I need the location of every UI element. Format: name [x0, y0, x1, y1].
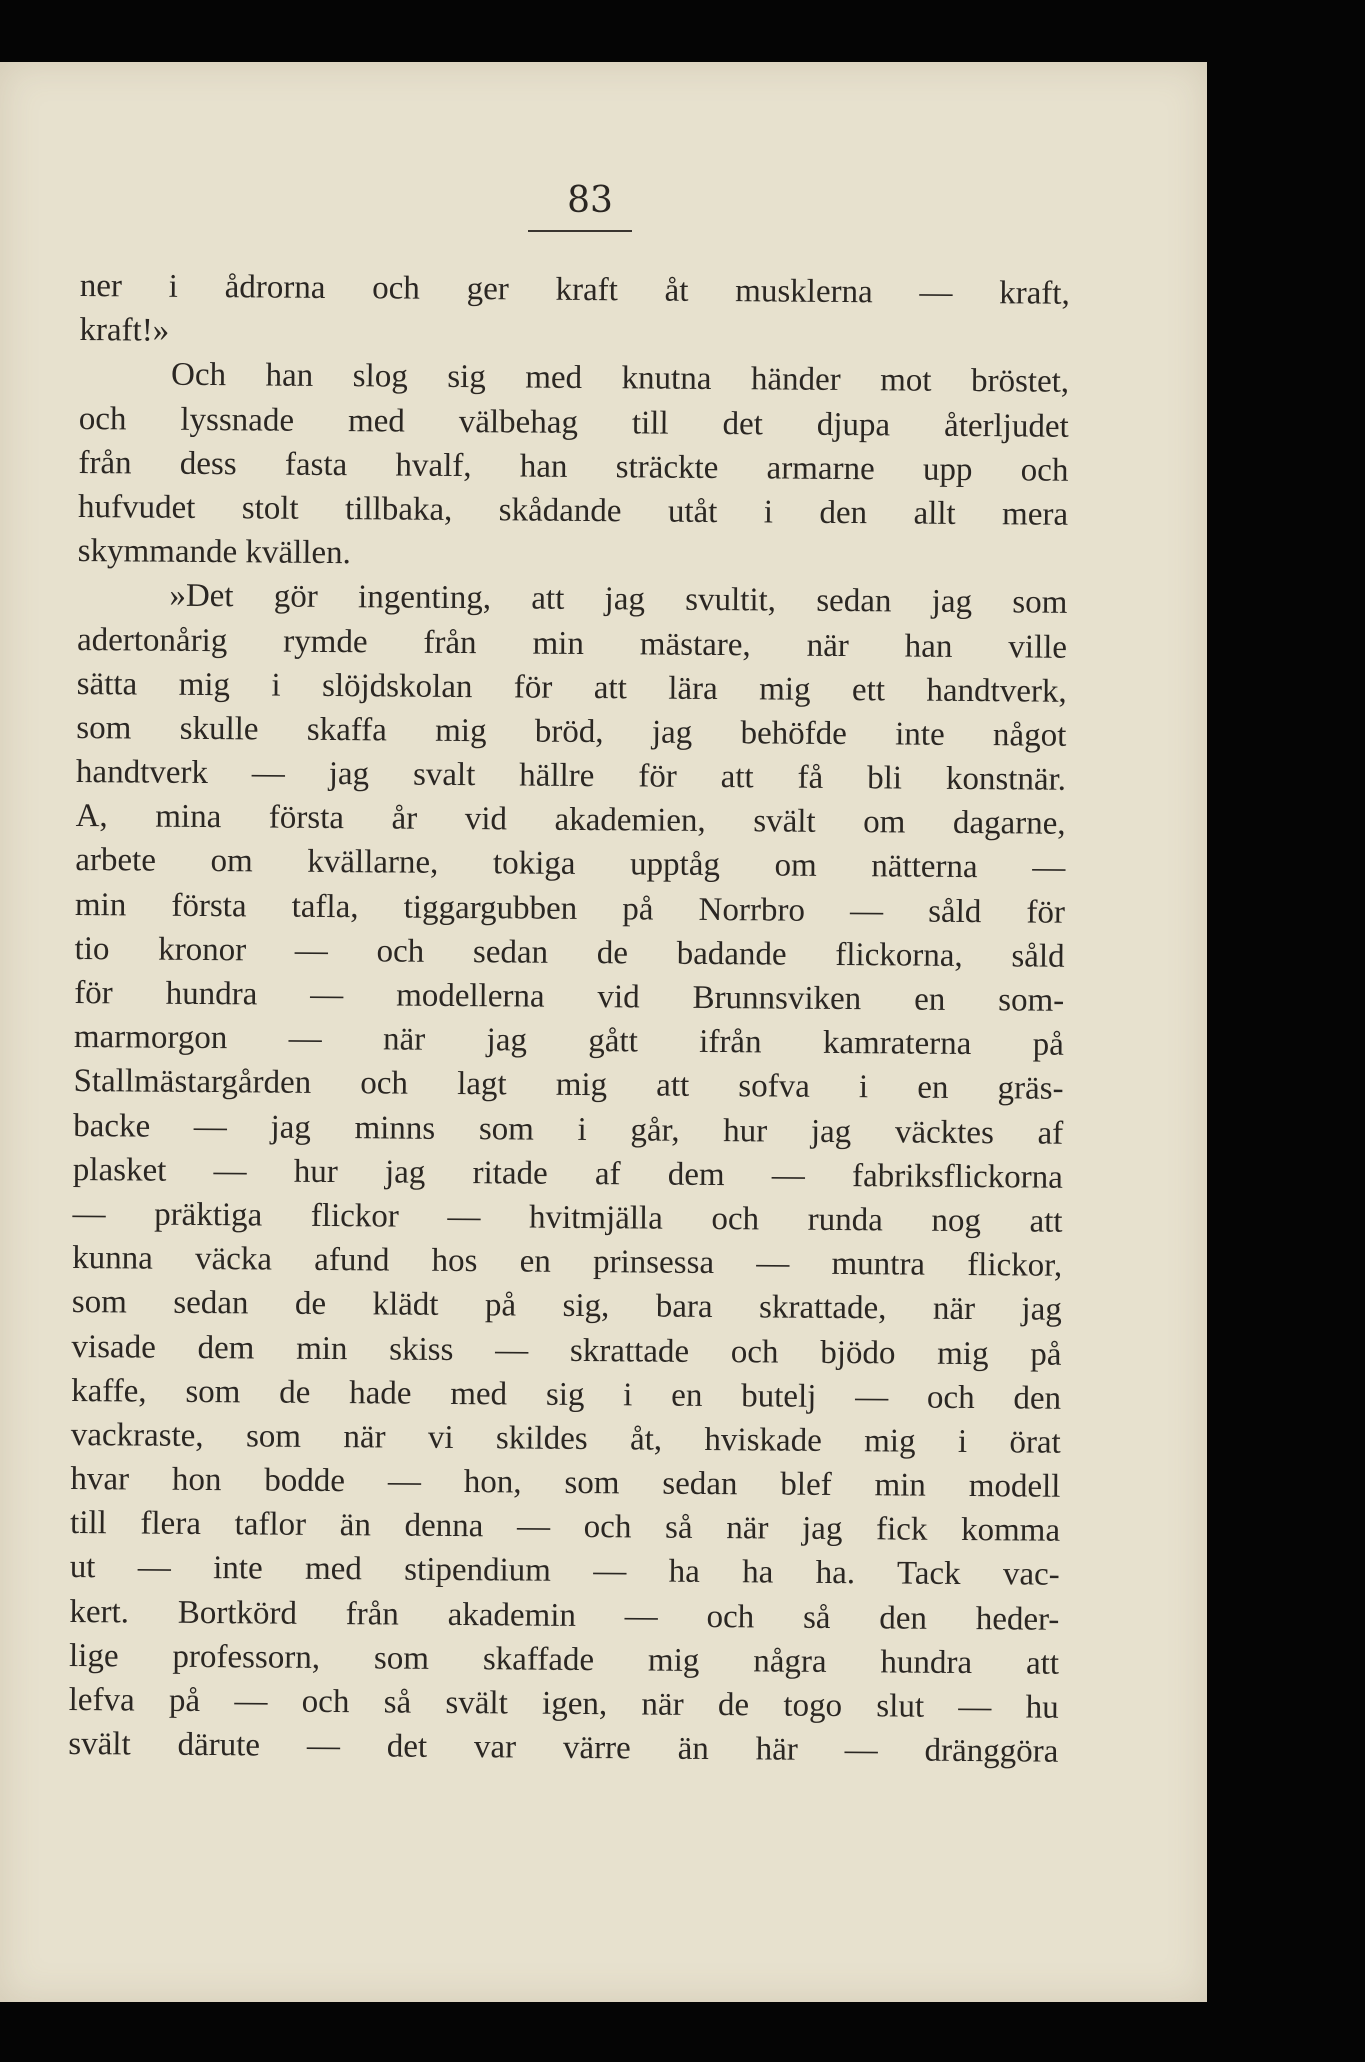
page-number: 83 — [567, 180, 613, 221]
text-line: som sedan de klädt på sig, bara skrattade, när jag — [71, 1284, 1062, 1329]
text-line: sätta mig i slöjdskolan för att lära mig ett handtverk, — [76, 665, 1067, 710]
body-text — [68, 264, 1070, 1774]
text-line: min första tafla, tiggargubben på Norrbro — såld för — [74, 886, 1066, 931]
text-line: hvar hon bodde — hon, som sedan blef min modell — [70, 1461, 1061, 1505]
text-line: lige professorn, som skaffade mig några hundra att — [68, 1637, 1060, 1682]
text-line: kraft!» — [79, 312, 170, 349]
text-line: vackraste, som när vi skildes åt, hviskade mig i örat — [70, 1416, 1061, 1461]
text-line: för hundra — modellerna vid Brunnsviken en som- — [74, 974, 1065, 1019]
text-line: arbete om kvällarne, tokiga upptåg om nätterna — — [75, 842, 1066, 887]
text-line: och lyssnade med välbehag till det djupa återljudet — [78, 400, 1069, 445]
text-line: handtverk — jag svalt hällre för att få bli konstnär. — [75, 754, 1067, 798]
text-line: ner i ådrorna och ger kraft åt musklerna — kraft, — [79, 267, 1070, 312]
text-line: från dess fasta hvalf, han sträckte armarne upp och — [78, 444, 1069, 489]
text-line: »Det gör ingenting, att jag svultit, sedan jag som — [169, 578, 1068, 622]
text-line: kunna väcka afund hos en prinsessa — muntra flickor, — [72, 1240, 1063, 1284]
book-page — [0, 62, 1207, 2002]
text-line: hufvudet stolt tillbaka, skådande utåt i den allt mera — [77, 488, 1069, 533]
text-line: som skulle skaffa mig bröd, jag behöfde inte något — [76, 709, 1067, 754]
text-line: kert. Bortkörd från akademin — och så den heder- — [69, 1593, 1060, 1638]
text-line: visade dem min skiss — skrattade och bjödo mig på — [71, 1328, 1062, 1373]
text-line: — präktiga flickor — hvitmjälla och runda nog att — [72, 1195, 1063, 1240]
text-line: Och han slog sig med knutna händer mot bröstet, — [170, 357, 1070, 401]
text-line: Stallmästargården och lagt mig att sofva i en gräs- — [73, 1063, 1064, 1108]
text-line: skymmande kvällen. — [77, 533, 351, 572]
text-line: kaffe, som de hade med sig i en butelj — och den — [71, 1372, 1062, 1417]
page-number-rule — [528, 230, 632, 232]
text-line: till flera taflor än denna — och så när jag fick komma — [69, 1505, 1061, 1549]
text-line: adertonårig rymde från min mästare, när han ville — [76, 621, 1068, 666]
text-line: tio kronor — och sedan de badande flickorna, såld — [74, 930, 1065, 975]
text-line: marmorgon — när jag gått ifrån kamraterna på — [73, 1019, 1065, 1063]
text-line: lefva på — och så svält igen, när de togo slut — hu — [68, 1681, 1059, 1726]
text-line: plasket — hur jag ritade af dem — fabriksflickorna — [72, 1151, 1063, 1196]
text-line: backe — jag minns som i går, hur jag väcktes af — [73, 1107, 1064, 1152]
text-line: ut — inte med stipendium — ha ha ha. Tack vac- — [69, 1549, 1060, 1594]
text-line: A, mina första år vid akademien, svält om dagarne, — [75, 798, 1066, 843]
text-line: svält därute — det var värre än här — dränggöra — [68, 1726, 1059, 1770]
